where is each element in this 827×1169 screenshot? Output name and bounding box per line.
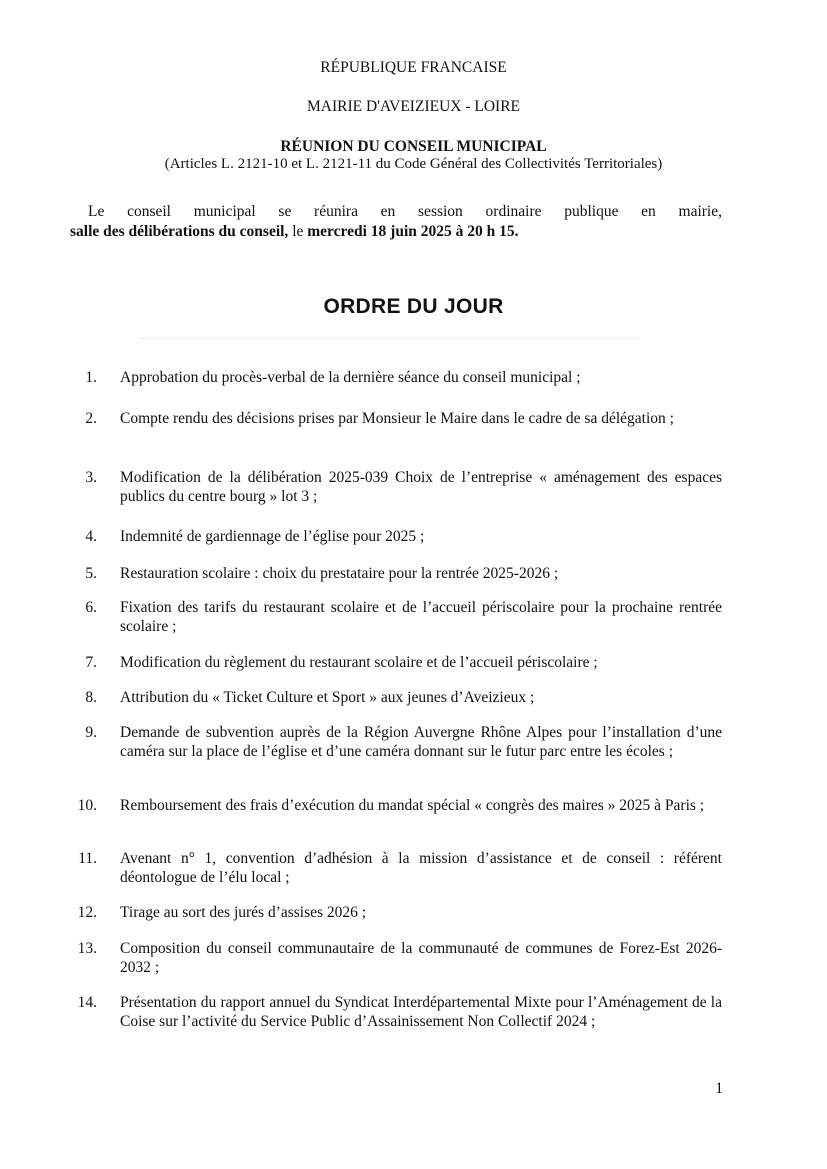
agenda-item-text: Modification du règlement du restaurant scolaire et de l’accueil périscolaire ; (120, 654, 598, 671)
page-title: ORDRE DU JOUR (323, 295, 504, 318)
mairie-heading: MAIRIE D'AVEIZIEUX - LOIRE (306, 98, 520, 115)
agenda-item-text: Remboursement des frais d’exécution du mandat spécial « congrès des maires » 2025 à Paris ; (120, 797, 705, 814)
agenda-item-number: 6. (85, 599, 97, 616)
agenda-item-number: 11. (78, 850, 97, 867)
agenda-item-number: 1. (85, 369, 97, 386)
agenda-item-number: 4. (85, 528, 97, 545)
articles-reference: (Articles L. 2121-10 et L. 2121-11 du Code Général des Collectivités Territoriales) (164, 156, 663, 172)
agenda-item-text: Modification de la délibération 2025-039 Choix de l’entreprise « aménagement des espaces publics du centre bourg » lot 3 ; (120, 469, 722, 505)
agenda-item-number: 9. (85, 724, 97, 741)
agenda-item-text: Restauration scolaire : choix du prestataire pour la rentrée 2025-2026 ; (120, 565, 559, 582)
agenda-item-number: 12. (77, 904, 97, 921)
intro-line: Le conseil municipal se réunira en session ordinaire publique en mairie, (88, 203, 722, 220)
agenda-item-number: 3. (85, 469, 97, 486)
agenda-item-text: Fixation des tarifs du restaurant scolaire et de l’accueil périscolaire pour la prochaine rentrée scolaire ; (120, 599, 722, 635)
agenda-item-text: Présentation du rapport annuel du Syndicat Interdépartemental Mixte pour l’Aménagement de la Coise sur l’activité du Service Public d’Assainissement Non Collectif 2024 ; (120, 994, 722, 1030)
intro-connector: le (288, 223, 308, 240)
agenda-item-text: Tirage au sort des jurés d’assises 2026 ; (120, 904, 367, 921)
agenda-item-number: 13. (77, 940, 97, 957)
republique-heading: RÉPUBLIQUE FRANCAISE (320, 59, 507, 76)
agenda-item-number: 7. (85, 654, 97, 671)
convocation-paragraph (70, 202, 722, 242)
agenda-item-text: Indemnité de gardiennage de l’église pour 2025 ; (120, 528, 425, 545)
agenda-item-number: 14. (77, 994, 97, 1011)
agenda-item-text: Demande de subvention auprès de la Région Auvergne Rhône Alpes pour l’installation d’une caméra sur la place de l’église et d’une caméra donnant sur le futur parc entre les écoles ; (120, 724, 722, 760)
agenda-item-text: Avenant n° 1, convention d’adhésion à la mission d’assistance et de conseil : référent déontologue de l’élu local ; (120, 850, 722, 886)
agenda-item-text: Approbation du procès-verbal de la dernière séance du conseil municipal ; (120, 369, 581, 386)
agenda-item-text: Compte rendu des décisions prises par Monsieur le Maire dans le cadre de sa délégation ; (120, 410, 674, 427)
agenda-item-number: 8. (85, 689, 97, 706)
intro-date: mercredi 18 juin 2025 à 20 h 15. (307, 223, 519, 240)
agenda-item-text: Attribution du « Ticket Culture et Sport » aux jeunes d’Aveizieux ; (120, 689, 535, 706)
page-number: 1 (715, 1080, 723, 1097)
agenda-item-number: 10. (77, 797, 97, 814)
reunion-heading: RÉUNION DU CONSEIL MUNICIPAL (280, 138, 547, 155)
agenda-item-number: 2. (85, 410, 97, 427)
agenda-item-text: Composition du conseil communautaire de la communauté de communes de Forez-Est 2026-2032 ; (120, 940, 722, 976)
divider (140, 338, 640, 339)
agenda-item-number: 5. (85, 565, 97, 582)
intro-location: salle des délibérations du conseil, (70, 223, 289, 240)
